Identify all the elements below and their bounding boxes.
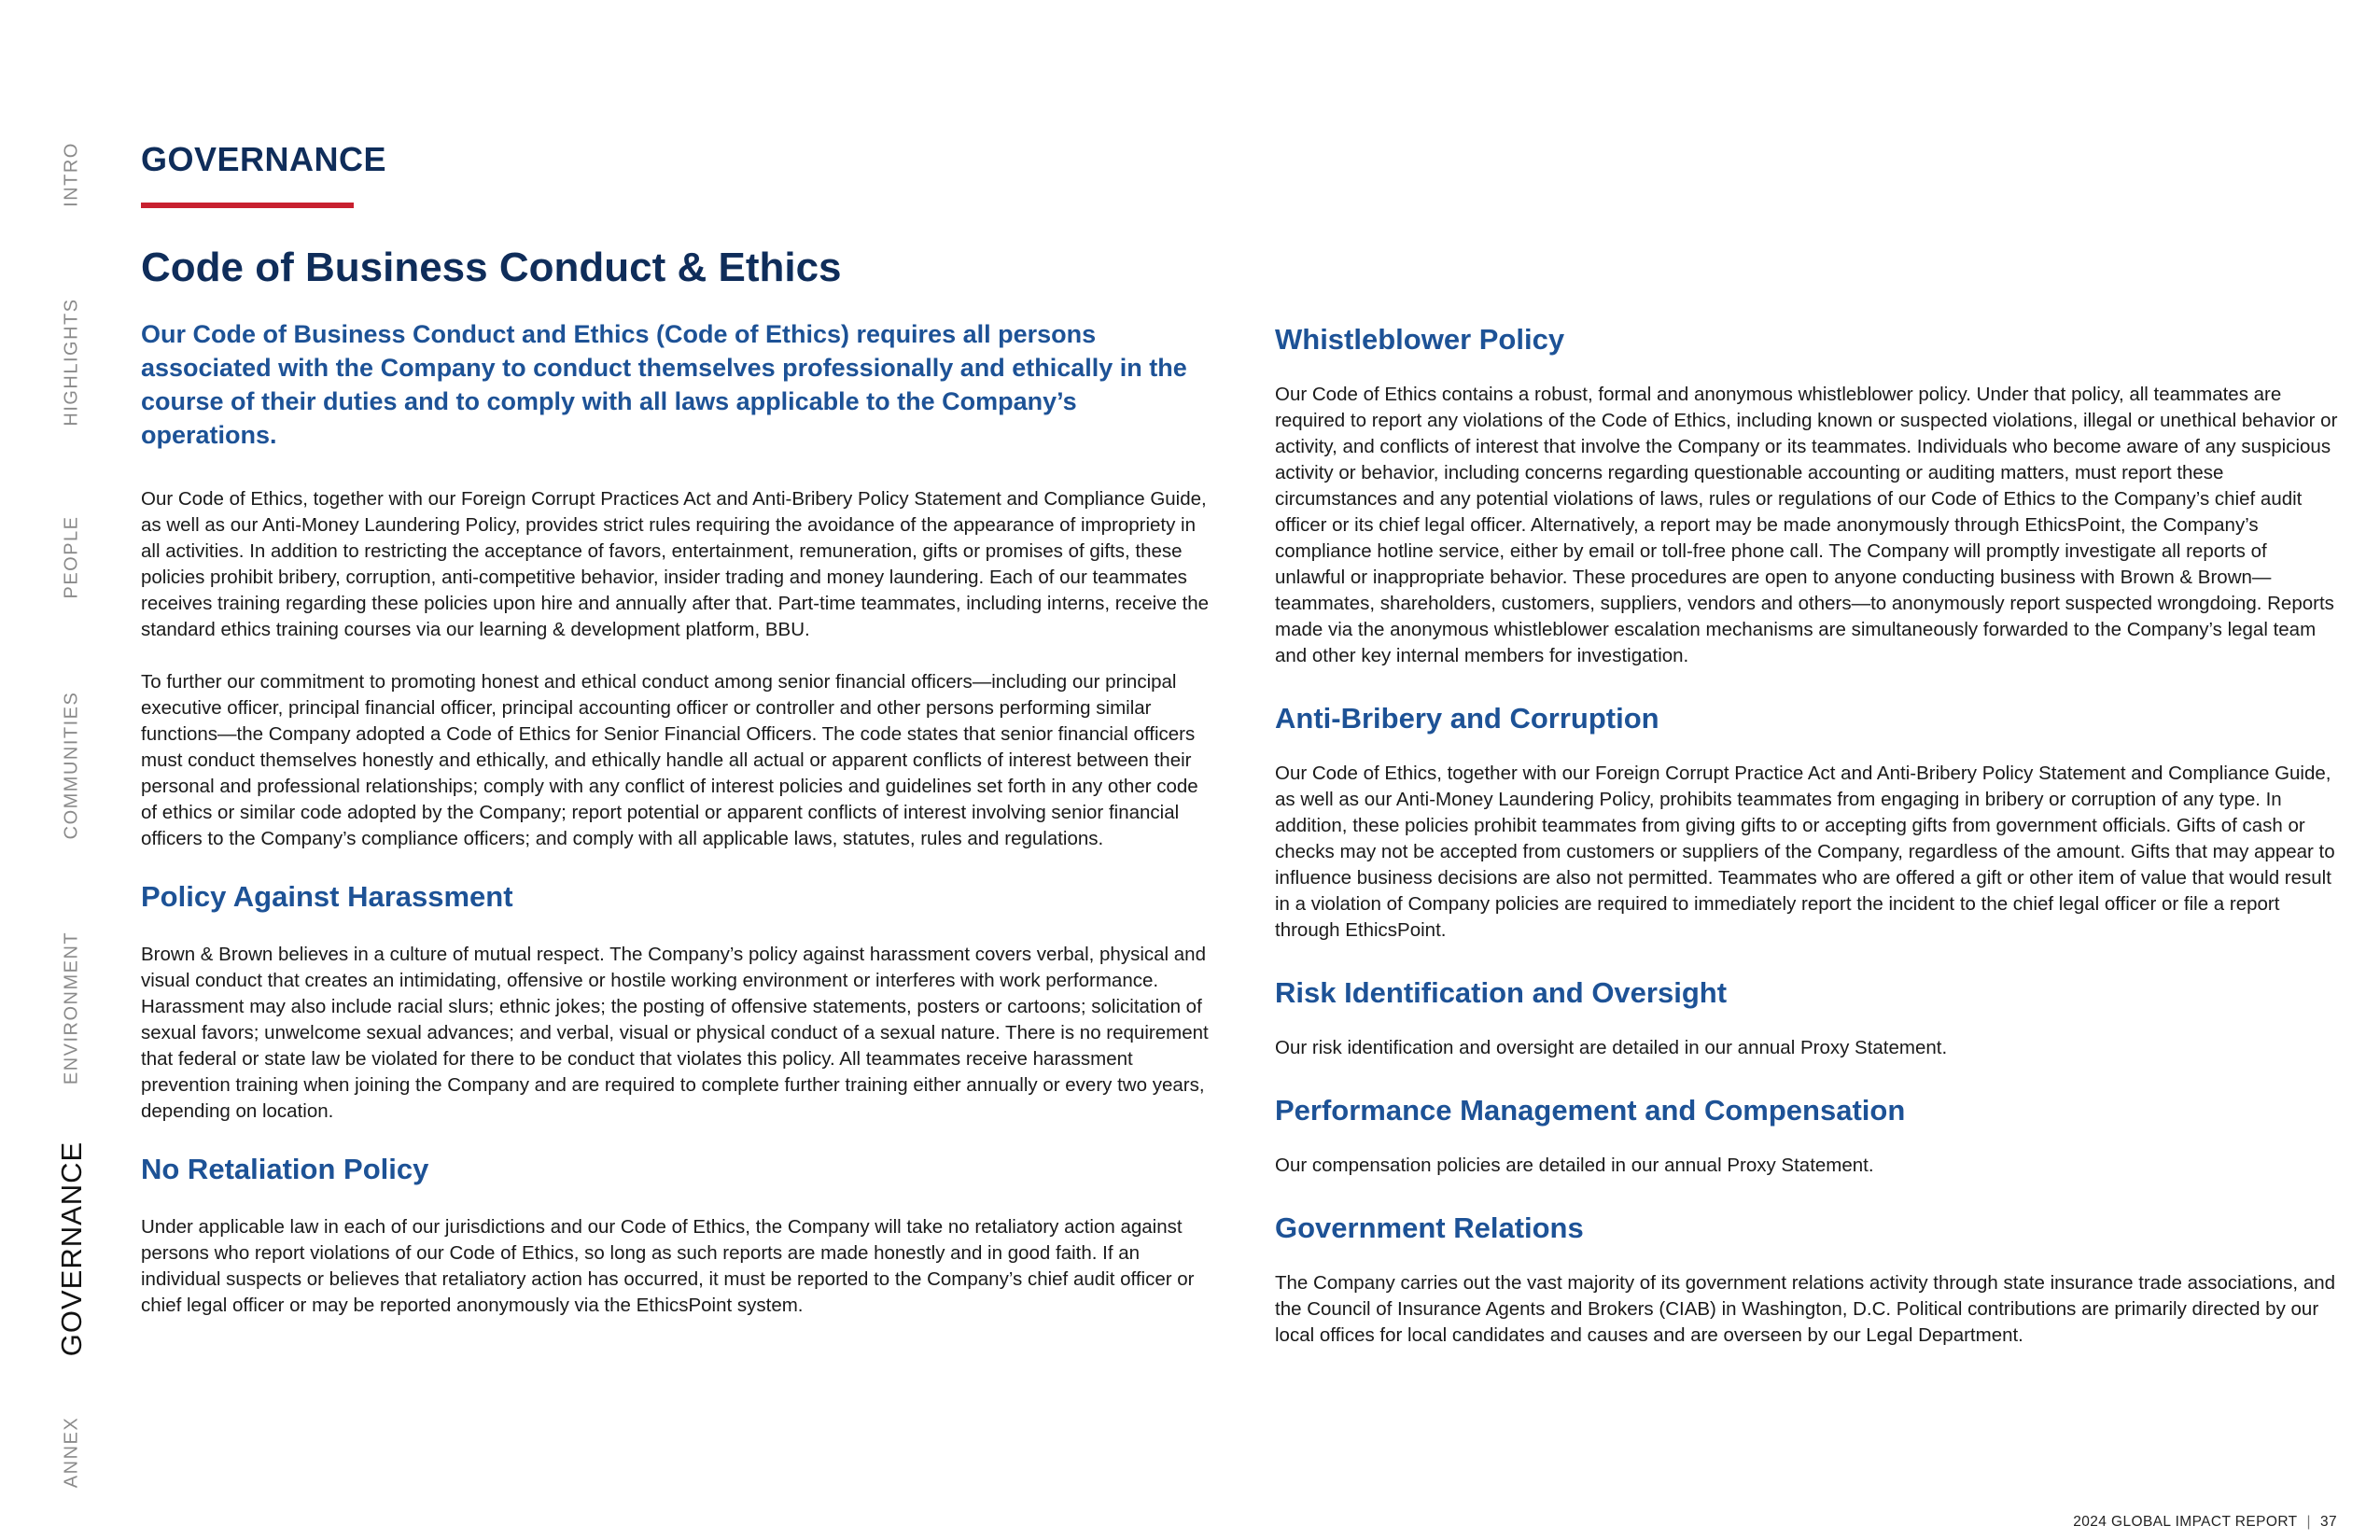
performance-paragraph: Our compensation policies are detailed in our annual Proxy Statement. bbox=[1275, 1155, 1874, 1176]
risk-paragraph: Our risk identification and oversight are detailed in our annual Proxy Statement. bbox=[1275, 1037, 1948, 1058]
right-column bbox=[1275, 321, 2339, 1379]
section-title: GOVERNANCE bbox=[141, 140, 387, 178]
government-paragraph: The Company carries out the vast majority of its government relations activity through state insurance trade associations, and the Council of Insurance Agents and Brokers (CIAB) in Washington, D.C. Political contributions are primarily directed by our local offices for local candidates and causes and are overseen by our Legal Department. bbox=[1275, 1272, 2336, 1346]
footer-separator: | bbox=[2306, 1514, 2311, 1530]
nav-tab-environment[interactable]: ENVIRONMENT bbox=[61, 931, 82, 1085]
harassment-heading: Policy Against Harassment bbox=[141, 880, 513, 913]
nav-tab-governance[interactable]: GOVERNANCE bbox=[55, 1141, 88, 1357]
anti-bribery-paragraph: Our Code of Ethics, together with our Foreign Corrupt Practice Act and Anti-Bribery Policy Statement and Compliance Guide, as well as our Anti-Money Laundering Policy, prohibits teammates from engaging in bribery or corruption of any type. In addition, these policies prohibit teammates from giving gifts to or accepting gifts from government officials. Gifts of cash or checks may not be accepted from customers or suppliers of the Company, regardless of the amount. Gifts that may appear to influence business decisions are also not permitted. Teammates who are offered a gift or other item of value that would result in a violation of Company policies are required to immediately report the incident to the chief legal officer or file a report through EthicsPoint. bbox=[1275, 763, 2335, 941]
whistleblower-heading: Whistleblower Policy bbox=[1275, 323, 1565, 356]
nav-tab-intro[interactable]: INTRO bbox=[61, 142, 82, 207]
nav-tab-highlights[interactable]: HIGHLIGHTS bbox=[61, 298, 82, 427]
anti-bribery-heading: Anti-Bribery and Corruption bbox=[1275, 702, 1659, 735]
performance-heading: Performance Management and Compensation bbox=[1275, 1094, 1906, 1127]
page-number: 37 bbox=[2319, 1514, 2337, 1530]
left-column bbox=[141, 317, 1214, 1345]
government-heading: Government Relations bbox=[1275, 1211, 1584, 1244]
risk-heading: Risk Identification and Oversight bbox=[1275, 976, 1728, 1009]
nav-tab-communities[interactable]: COMMUNITIES bbox=[61, 691, 82, 840]
whistleblower-paragraph: Our Code of Ethics contains a robust, formal and anonymous whistleblower policy. Under that policy, all teammates are required to report any violations of the Code of Ethics, including known or suspected violations, illegal or unethical behavior or activity, and conflicts of interest that involve the Company or its teammates. Individuals who become aware of any suspicious activity or behavior, including concerns regarding questionable accounting or auditing matters, must report these circumstances and any potential violations of laws, rules or regulations of our Code of Ethics to the Company’s chief audit officer or its chief legal officer. Alternatively, a report may be made anonymously through EthicsPoint, the Company’s compliance hotline service, either by email or toll-free phone call. The Company will promptly investigate all reports of unlawful or inappropriate behavior. These procedures are open to anyone conducting business with Brown & Brown—teammates, shareholders, customers, suppliers, vendors and others—to anonymously report suspected wrongdoing. Reports made via the anonymous whistleblower escalation mechanisms are simultaneously forwarded to the Company’s legal team and other key internal members for investigation. bbox=[1275, 384, 2338, 666]
report-name: 2024 GLOBAL IMPACT REPORT bbox=[2073, 1514, 2298, 1530]
nav-tab-annex[interactable]: ANNEX bbox=[61, 1416, 82, 1489]
harassment-paragraph: Brown & Brown believes in a culture of mutual respect. The Company’s policy against harassment covers verbal, physical and visual conduct that creates an intimidating, offensive or hostile working environment or interferes with work performance. Harassment may also include racial slurs; ethnic jokes; the posting of offensive statements, posters or cartoons; solicitation of sexual favors; unwelcome sexual advances; and verbal, visual or physical conduct of a sexual nature. There is no requirement that federal or state law be violated for there to be conduct that violates this policy. All teammates receive harassment prevention training when joining the Company and are required to complete further training either annually or every two years, depending on location. bbox=[141, 944, 1209, 1122]
title-underline bbox=[141, 203, 354, 208]
page-footer bbox=[2073, 1514, 2337, 1531]
code-of-ethics-paragraph: Our Code of Ethics, together with our Foreign Corrupt Practices Act and Anti-Bribery Policy Statement and Compliance Guide, as well as our Anti-Money Laundering Policy, provides strict rules requiring the avoidance of the appearance of impropriety in all activities. In addition to restricting the acceptance of favors, entertainment, remuneration, gifts or promises of gifts, these policies prohibit bribery, corruption, anti-competitive behavior, insider trading and money laundering. Each of our teammates receives training regarding these policies upon hire and annually after that. Part-time teammates, including interns, receive the standard ethics training courses via our learning & development platform, BBU. bbox=[141, 488, 1210, 640]
intro-statement: Our Code of Business Conduct and Ethics (Code of Ethics) requires all persons associated with the Company to conduct themselves professionally and ethically in the course of their duties and to comply with all laws applicable to the Company’s operations. bbox=[141, 320, 1187, 449]
senior-officers-paragraph: To further our commitment to promoting honest and ethical conduct among senior financial officers—including our principal executive officer, principal financial officer, principal accounting officer or controller and other persons performing similar functions—the Company adopted a Code of Ethics for Senior Financial Officers. The code states that senior financial officers must conduct themselves honestly and ethically, and ethically handle all actual or apparent conflicts of interest between their personal and professional relationships; comply with any conflict of interest policies and guidelines set forth in any other code of ethics or similar code adopted by the Company; report potential or apparent conflicts of interest involving senior financial officers to the Company’s compliance officers; and comply with all applicable laws, statutes, rules and regulations. bbox=[141, 671, 1198, 849]
retaliation-heading: No Retaliation Policy bbox=[141, 1153, 429, 1185]
retaliation-paragraph: Under applicable law in each of our jurisdictions and our Code of Ethics, the Company will take no retaliatory action against persons who report violations of our Code of Ethics, so long as such reports are made honestly and in good faith. If an individual suspects or believes that retaliatory action has occurred, it must be reported to the Company’s chief audit officer or chief legal officer or may be reported anonymously via the EthicsPoint system. bbox=[141, 1216, 1195, 1316]
nav-tab-people[interactable]: PEOPLE bbox=[61, 515, 82, 599]
page-title: Code of Business Conduct & Ethics bbox=[141, 245, 842, 290]
